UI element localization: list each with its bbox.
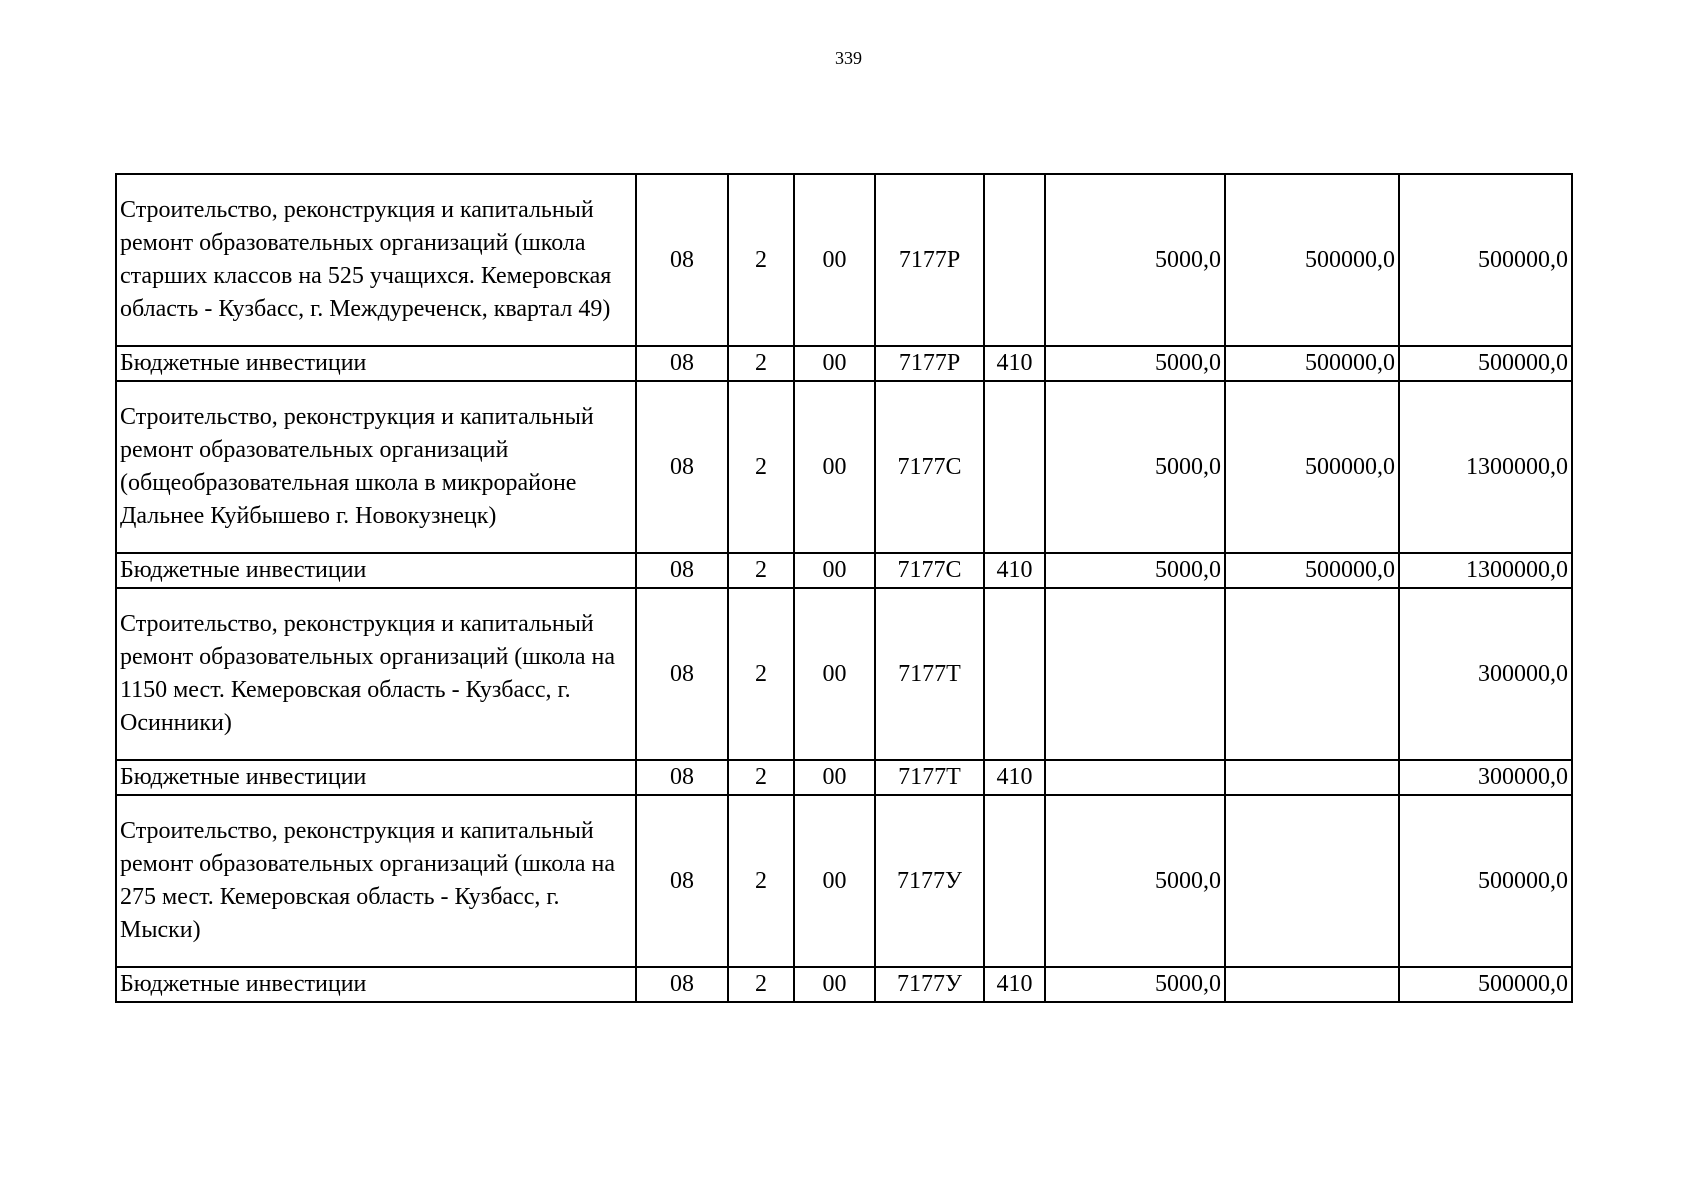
row-name: Бюджетные инвестиции — [116, 346, 636, 381]
amount-1: 5000,0 — [1045, 346, 1225, 381]
section-code: 08 — [636, 967, 728, 1002]
section-code: 08 — [636, 174, 728, 346]
direction-code: 7177Р — [875, 174, 984, 346]
direction-code: 7177У — [875, 795, 984, 967]
subprogram-code: 00 — [794, 553, 875, 588]
section-code: 08 — [636, 381, 728, 553]
amount-2: 500000,0 — [1225, 346, 1399, 381]
subprogram-code: 00 — [794, 174, 875, 346]
direction-code: 7177С — [875, 381, 984, 553]
table-row — [116, 967, 1572, 1002]
direction-code: 7177Т — [875, 760, 984, 795]
row-name: Строительство, реконструкция и капитальный ремонт образовательных организаций (школа старших классов на 525 учащихся. Кемеровская область - Кузбасс, г. Междуреченск, квартал 49) — [116, 174, 636, 346]
expense-type-code: 410 — [984, 553, 1045, 588]
subprogram-code: 00 — [794, 760, 875, 795]
program-code: 2 — [728, 967, 794, 1002]
amount-1: 5000,0 — [1045, 967, 1225, 1002]
direction-code: 7177С — [875, 553, 984, 588]
table-row — [116, 381, 1572, 553]
section-code: 08 — [636, 553, 728, 588]
amount-2 — [1225, 588, 1399, 760]
amount-2: 500000,0 — [1225, 174, 1399, 346]
program-code: 2 — [728, 174, 794, 346]
budget-table — [115, 173, 1573, 1003]
program-code: 2 — [728, 760, 794, 795]
program-code: 2 — [728, 795, 794, 967]
row-name: Бюджетные инвестиции — [116, 553, 636, 588]
expense-type-code: 410 — [984, 346, 1045, 381]
row-name: Строительство, реконструкция и капитальный ремонт образовательных организаций (школа на 1150 мест. Кемеровская область - Кузбасс, г. Осинники) — [116, 588, 636, 760]
section-code: 08 — [636, 760, 728, 795]
row-name: Бюджетные инвестиции — [116, 967, 636, 1002]
subprogram-code: 00 — [794, 795, 875, 967]
direction-code: 7177Т — [875, 588, 984, 760]
program-code: 2 — [728, 588, 794, 760]
amount-1: 5000,0 — [1045, 174, 1225, 346]
amount-3: 1300000,0 — [1399, 381, 1572, 553]
amount-3: 500000,0 — [1399, 174, 1572, 346]
amount-1: 5000,0 — [1045, 553, 1225, 588]
direction-code: 7177Р — [875, 346, 984, 381]
table-row — [116, 553, 1572, 588]
expense-type-code — [984, 588, 1045, 760]
table-row — [116, 760, 1572, 795]
direction-code: 7177У — [875, 967, 984, 1002]
page-number: 339 — [835, 48, 862, 68]
program-code: 2 — [728, 346, 794, 381]
program-code: 2 — [728, 381, 794, 553]
amount-1 — [1045, 760, 1225, 795]
amount-3: 500000,0 — [1399, 795, 1572, 967]
expense-type-code — [984, 174, 1045, 346]
program-code: 2 — [728, 553, 794, 588]
expense-type-code: 410 — [984, 760, 1045, 795]
expense-type-code — [984, 381, 1045, 553]
amount-2 — [1225, 967, 1399, 1002]
amount-1: 5000,0 — [1045, 381, 1225, 553]
amount-2 — [1225, 760, 1399, 795]
amount-3: 300000,0 — [1399, 588, 1572, 760]
amount-2 — [1225, 795, 1399, 967]
amount-1: 5000,0 — [1045, 795, 1225, 967]
row-name: Строительство, реконструкция и капитальный ремонт образовательных организаций (школа на 275 мест. Кемеровская область - Кузбасс, г. Мыски) — [116, 795, 636, 967]
subprogram-code: 00 — [794, 381, 875, 553]
subprogram-code: 00 — [794, 346, 875, 381]
subprogram-code: 00 — [794, 967, 875, 1002]
amount-2: 500000,0 — [1225, 381, 1399, 553]
table-row — [116, 588, 1572, 760]
amount-3: 500000,0 — [1399, 346, 1572, 381]
amount-3: 300000,0 — [1399, 760, 1572, 795]
amount-2: 500000,0 — [1225, 553, 1399, 588]
expense-type-code: 410 — [984, 967, 1045, 1002]
subprogram-code: 00 — [794, 588, 875, 760]
row-name: Бюджетные инвестиции — [116, 760, 636, 795]
amount-1 — [1045, 588, 1225, 760]
table-row — [116, 795, 1572, 967]
section-code: 08 — [636, 346, 728, 381]
row-name: Строительство, реконструкция и капитальный ремонт образовательных организаций (общеобразовательная школа в микрорайоне Дальнее Куйбышево г. Новокузнецк) — [116, 381, 636, 553]
table-row — [116, 174, 1572, 346]
expense-type-code — [984, 795, 1045, 967]
section-code: 08 — [636, 795, 728, 967]
amount-3: 500000,0 — [1399, 967, 1572, 1002]
section-code: 08 — [636, 588, 728, 760]
amount-3: 1300000,0 — [1399, 553, 1572, 588]
table-row — [116, 346, 1572, 381]
